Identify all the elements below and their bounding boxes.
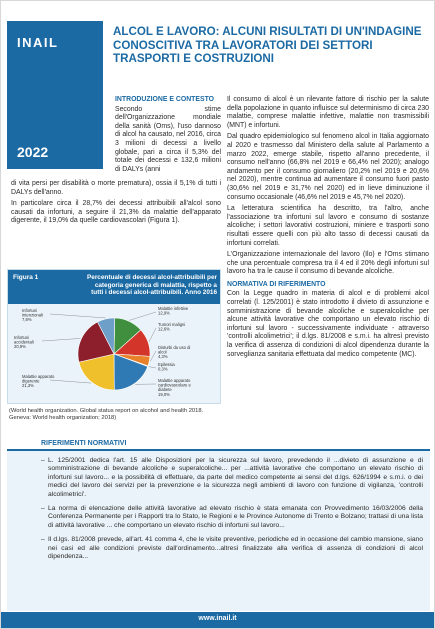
slice-label: Epilessia 0,3% [158,362,175,372]
slice-label: Malattie apparato cardiovascolare e diabete 19,0% [158,378,191,397]
pie-chart [8,304,220,404]
slice-leader-line [149,328,156,342]
figure-1 [7,269,221,404]
reference-item: – La norma di elencazione delle attività lavorative ad elevato rischio è stata emanata con Provvedimento 16/03/2006 della Conferenza Permanente per i Rapporti tra lo Stato, le Regioni e le Province Autonome di Trento e Bolzano; trattasi di una lista di attività lavorative ... che comportano un elevato rischio di infortuni sul lavoro... [41,505,423,530]
intro-continued [11,180,221,229]
slice-leader-line [42,338,80,341]
references-list [41,457,423,567]
normativa-heading: NORMATIVA DI RIFERIMENTO [227,280,326,288]
slice-label: Malattie apparato digerente 21,3% [22,374,55,389]
slice-leader-line [150,351,156,361]
references-title: RIFERIMENTI NORMATIVI [41,440,127,447]
figure-title: Percentuale di decessi alcol-attribuibili per categoria generica di malattia, rispetto a tutti i decessi alcol-attribuibili. Anno 2016 [87,274,217,297]
footer-bar [1,612,434,628]
intro-heading: INTRODUZIONE E CONTESTO [115,96,215,103]
slice-leader-line [129,312,156,320]
page-title: ALCOL E LAVORO: ALCUNI RISULTATI DI UN'INDAGINE CONOSCITIVA TRA LAVORATORI DEI SETTORI TRASPORTI E COSTRUZIONI [113,25,422,65]
reference-item: – L. 125/2001 dedica l'art. 15 alle Disposizioni per la sicurezza sul lavoro, prevedendo il ...divieto di assunzione e di somministrazione di bevande alcoliche e superalcoliche... per ...attività lavorative che comportano un elevato rischio di infortuni sul lavoro... e la possibilità di effettuare, da parte del medico competente ai sensi del d.lgs. 626/1994 e s.m.i. o dei medici del lavoro dei servizi per la prevenzione e la sicurezza negli ambienti di lavoro con funzione di vigilanza, 'controlli alcolimetrici'. [41,457,423,499]
publication-year: 2022 [17,144,49,160]
right-paragraph-2: Dal quadro epidemiologico sul fenomeno alcol in Italia aggiornato al 2020 e trasmesso dal Ministero della salute al Parlamento a marzo 2022, emerge stabile, rispetto all'anno precedente, il consumo nell'anno (66,8% nel 2019 e 66,4% nel 2020); analogo andamento per il consumo giornaliero (20,2% nel 2019 e 20,6% nel 2020), mentre continua ad aumentare il consumo fuori pasto (30,6% nel 2019 e 31,7% nel 2020) ed in lieve diminuzione il consumo occasionale (46,6% nel 2019 e 45,7% nel 2020). [227,133,429,201]
footer-link[interactable]: www.inail.it [198,615,237,622]
figure-label: Figura 1 [13,274,39,281]
intro-paragraph-1: Secondo stime dell'Organizzazione mondiale della sanità (Oms), l'uso dannoso di alcol ha causato, nel 2016, circa 3 milioni di decessi a livello globale, pari a circa il 5,3% del totale dei decessi e 132,6 milioni di DALYs (anni [115,105,221,173]
right-paragraph-4: L'Organizzazione internazionale del lavoro (Ilo) e l'Oms stimano che una percentuale compresa tra il 4 ed il 20% degli infortuni sul lavoro ha tra le cause il consumo di bevande alcoliche. [227,251,429,276]
references-box [7,438,430,611]
right-paragraph-1: Il consumo di alcol è un rilevante fattore di rischio per la salute della popolazione in quanto influisce sul determinismo di circa 230 malattie, comprese malattie infettive, malattie non trasmissibili (MNT) e infortuni. [227,96,429,129]
normativa-paragraph: Con la Legge quadro in materia di alcol e di problemi alcol correlati (l. 125/2001) è stato introdotto il divieto di assunzione e somministrazione di bevande alcoliche e superalcoliche per alcune attività lavorative che comportano un elevato rischio di infortuni sul lavoro - successivamente individuate - attraverso 'controlli alcolimetrici'; il d.lgs. 81/2008 e s.m.i. ha altresì previsto la verifica di assenza di condizioni di alcol dipendenza durante la sorveglianza sanitaria effettuata dal medico competente (MC). [227,290,429,358]
slice-label: Infortuni accidentali 20,9% [14,335,34,350]
right-paragraph-3: La letteratura scientifica ha descritto, tra l'altro, anche l'associazione tra infortuni sul lavoro e consumo di sostanze alcoliche; i settori lavorativi costruzioni, miniere e trasporti sono risultati essere quelli con più alto tasso di decessi causati da infortuni correlati. [227,205,429,247]
slice-leader-line [149,367,156,368]
figure-source: (World health organization. Global status report on alcohol and health 2018. Geneva: World health organization; 2018) [9,408,204,421]
figure-header [8,270,220,304]
header-band [7,21,103,169]
right-column [227,96,429,362]
intro-paragraph-1-cont: di vita persi per disabilità o morte prematura), ossia il 5,1% di tutti i DALYs dell'anno. [11,180,221,196]
reference-item: – Il d.lgs. 81/2008 prevede, all'art. 41 comma 4, che le visite preventive, periodiche ed in occasione del cambio mansione, siano nei casi ed alle condizioni previste dall'ordinamento...altresì finalizzate alla verifica di assenza di condizioni di alcol dipendenza... [41,536,423,561]
slice-leader-line [50,380,91,383]
intro-paragraph-2: In particolare circa il 28,7% dei decessi attribuibili all'alcol sono causati da infortuni, a seguire il 21,3% da malattie dell'apparato digerente, il 19,0% da quelle cardiovascolari (Figura 1). [11,200,221,225]
slice-label: Tumori maligni 12,6% [158,322,186,332]
slice-label: Infortuni intenzionali 7,8% [22,308,43,323]
slice-label: Disturbi da uso di alcol 4,3% [158,345,191,360]
references-header [7,438,430,451]
intro-section [115,96,221,177]
slice-label: Malattie infettive 12,9% [158,306,189,316]
slice-leader-line [50,314,106,318]
inail-logo: INAIL [17,35,59,50]
